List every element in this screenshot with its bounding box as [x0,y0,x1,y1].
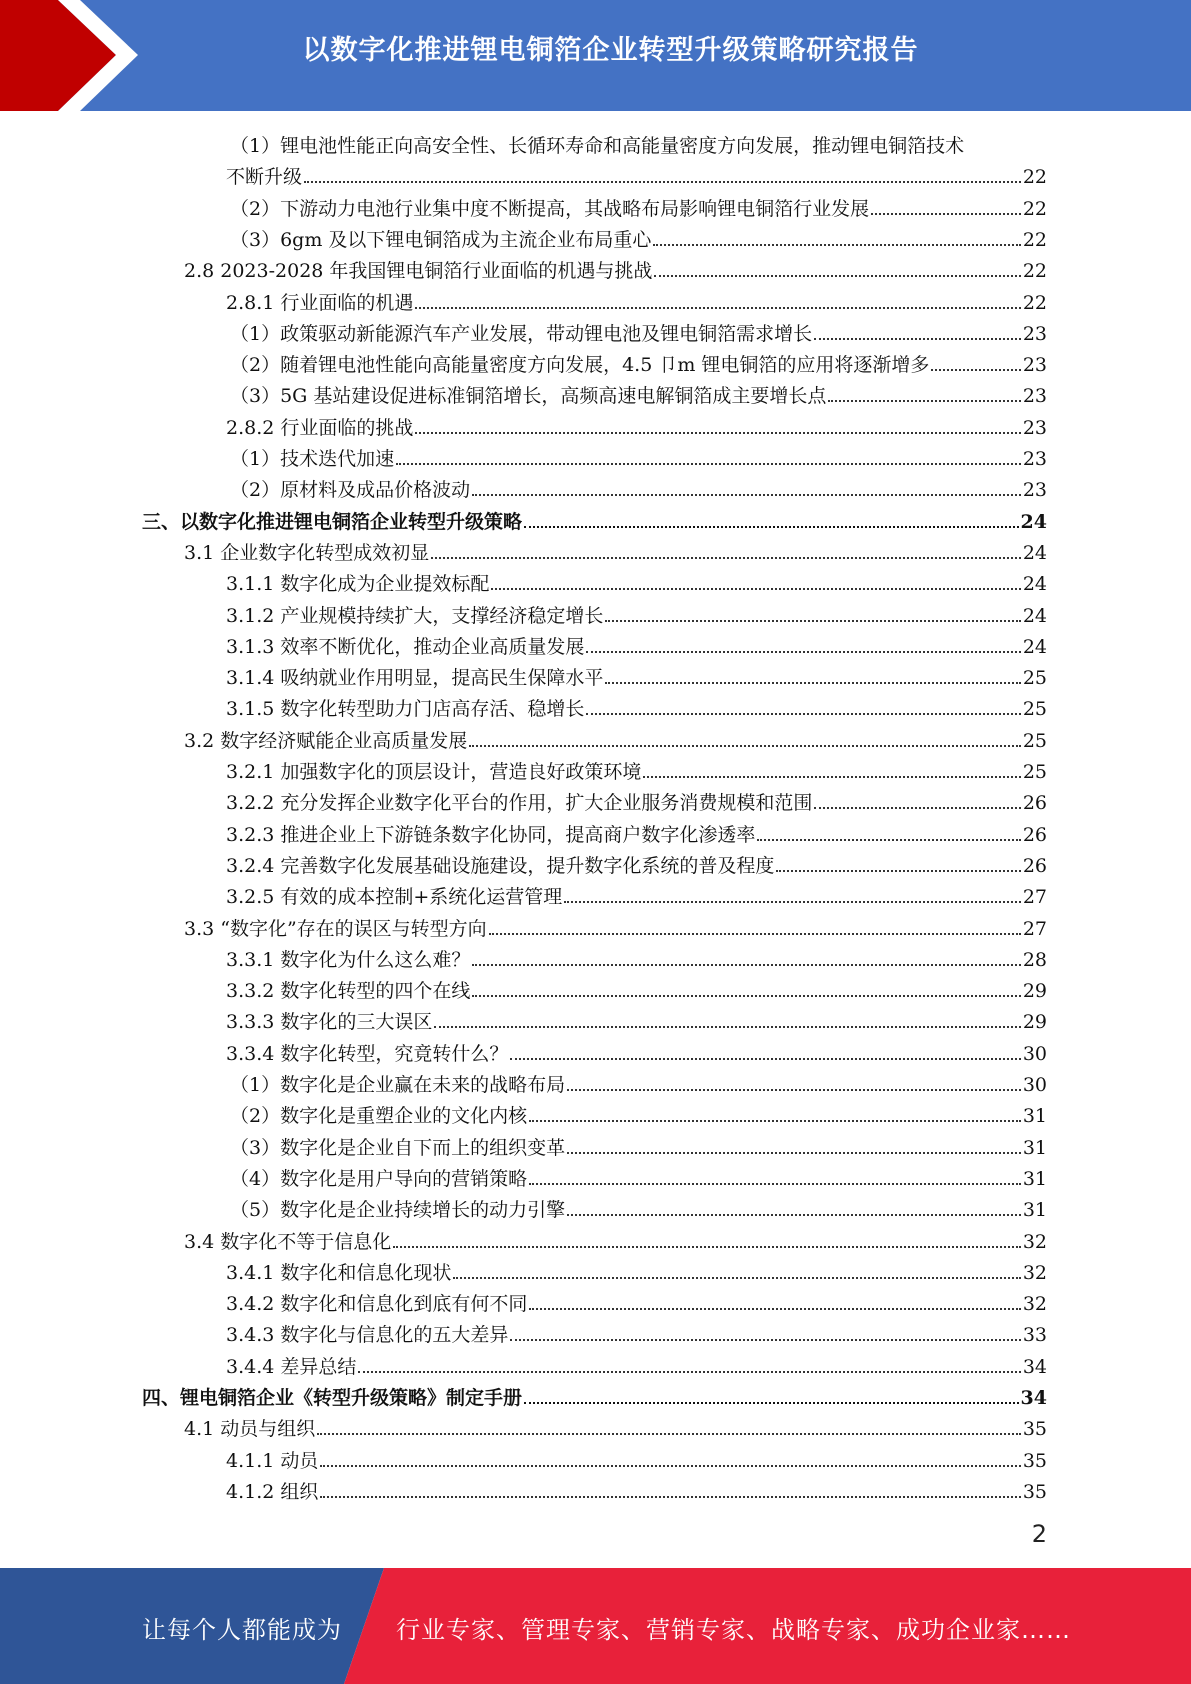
toc-leader-dots [434,1026,1020,1028]
toc-entry[interactable] [230,315,1047,346]
toc-entry[interactable] [226,1348,1047,1379]
toc-leader-dots [814,807,1020,809]
toc-leader-dots [491,588,1020,590]
toc-leader-dots [320,1465,1020,1467]
toc-entry-text: （1）锂电池性能正向高安全性、长循环寿命和高能量密度方向发展，推动锂电铜箔技术 [230,135,965,157]
toc-entry-text: （3）5G 基站建设促进标准铜箔增长，高频高速电解铜箔成主要增长点 [230,385,827,408]
toc-entry-text: （2）原材料及成品价格波动 [230,479,471,502]
toc-page-number: 22 [1022,291,1047,314]
toc-leader-dots [643,776,1020,778]
toc-entry-text: 4.1.2 组织 [226,1480,319,1503]
toc-entry-text: 3.1 企业数字化转型成效初显 [184,541,430,564]
toc-entry[interactable] [226,972,1047,1003]
toc-entry-text: 3.3.4 数字化转型，究竟转什么？ [226,1042,509,1065]
toc-entry-text: 3.4.2 数字化和信息化到底有何不同 [226,1293,528,1316]
toc-entry-text: 3.2.5 有效的成本控制+系统化运营管理 [226,886,563,909]
toc-page-number: 32 [1022,1261,1047,1284]
toc-page-number: 23 [1022,479,1047,502]
toc-entry-text: 3.3.3 数字化的三大误区 [226,1011,433,1034]
toc-entry-text: （1）技术迭代加速 [230,448,395,470]
toc-leader-dots [605,620,1020,622]
toc-leader-dots [489,933,1021,935]
toc-page-number: 35 [1022,1418,1047,1441]
toc-entry-text: 3.1.1 数字化成为企业提效标配 [226,573,490,596]
toc-leader-dots [524,526,1019,528]
toc-entry[interactable] [230,1129,1047,1160]
toc-leader-dots [415,432,1020,434]
toc-entry-text: 3.4 数字化不等于信息化 [184,1230,392,1253]
toc-leader-dots [472,964,1020,966]
toc-entry[interactable] [184,910,1047,941]
toc-page-number: 31 [1022,1105,1047,1128]
toc-entry[interactable] [230,190,1047,221]
toc-leader-dots [529,1183,1021,1185]
toc-entry[interactable] [230,1097,1047,1128]
toc-page-number: 27 [1022,917,1047,940]
toc-entry-text: 3.2.1 加强数字化的顶层设计，营造良好政策环境 [226,761,642,783]
toc-entry-text: （3）数字化是企业自下而上的组织变革 [230,1136,566,1159]
toc-leader-dots [358,1371,1020,1373]
toc-entry-text: 不断升级 [226,166,303,189]
toc-leader-dots [586,713,1020,715]
toc-entry-wrapped-line1[interactable] [230,127,964,158]
toc-entry-text: 3.1.2 产业规模持续扩大，支撑经济稳定增长 [226,604,604,627]
toc-page-number: 26 [1022,823,1047,846]
toc-page-number: 29 [1022,1011,1047,1034]
toc-page-number: 23 [1022,322,1047,345]
toc-page-number: 25 [1022,761,1047,783]
toc-leader-dots [776,870,1020,872]
toc-entry[interactable] [226,753,1047,784]
toc-entry[interactable] [226,628,1047,659]
toc-entry[interactable] [226,816,1047,847]
toc-leader-dots [931,369,1020,371]
page-header [0,0,1191,111]
toc-page-number: 33 [1022,1324,1047,1347]
toc-page-number: 22 [1022,260,1047,283]
toc-entry[interactable] [226,1316,1047,1347]
toc-page-number: 25 [1022,729,1047,752]
toc-entry[interactable] [226,1473,1047,1504]
toc-entry-wrapped-line2[interactable] [226,158,1047,189]
toc-page-number: 24 [1022,573,1047,596]
toc-entry[interactable] [226,878,1047,909]
toc-page-number: 25 [1022,667,1047,690]
toc-entry[interactable] [184,1410,1047,1441]
toc-page-number: 35 [1022,1480,1047,1503]
toc-page-number: 24 [1022,604,1047,627]
toc-page-number: 25 [1022,698,1047,721]
footer-slogan-left: 让每个人都能成为 [142,1616,342,1644]
toc-entry[interactable] [226,1035,1047,1066]
toc-entry-text: 三、以数字化推进锂电铜箔企业转型升级策略 [142,510,523,533]
toc-leader-dots [828,400,1020,402]
toc-leader-dots [567,1089,1021,1091]
toc-entry-text: 四、锂电铜箔企业《转型升级策略》制定手册 [142,1387,523,1409]
toc-leader-dots [472,995,1020,997]
toc-entry-text: 3.1.5 数字化转型助力门店高存活、稳增长 [226,698,585,721]
toc-leader-dots [605,682,1020,684]
toc-entry[interactable] [226,690,1047,721]
toc-entry[interactable] [230,377,1047,408]
toc-page-number: 32 [1022,1230,1047,1253]
toc-page-number: 26 [1022,792,1047,815]
page-number: 2 [1031,1520,1047,1548]
toc-leader-dots [396,463,1021,465]
toc-entry[interactable] [142,1379,1047,1410]
toc-entry[interactable] [230,221,1047,252]
toc-leader-dots [317,1433,1021,1435]
toc-entry-text: 3.3.2 数字化转型的四个在线 [226,980,471,1003]
toc-page-number: 29 [1022,980,1047,1003]
toc-entry-text: 3.2.4 完善数字化发展基础设施建设，提升数字化系统的普及程度 [226,854,775,877]
toc-leader-dots [320,1496,1020,1498]
toc-leader-dots [586,651,1020,653]
toc-entry[interactable] [226,284,1047,315]
toc-entry[interactable] [184,1223,1047,1254]
toc-page-number: 22 [1022,228,1047,251]
toc-leader-dots [524,1402,1019,1404]
toc-entry[interactable] [230,471,1047,502]
toc-leader-dots [453,1277,1020,1279]
toc-entry-text: 3.1.3 效率不断优化，推动企业高质量发展 [226,635,585,658]
toc-entry-text: （2）数字化是重塑企业的文化内核 [230,1105,528,1128]
toc-page-number: 35 [1022,1449,1047,1472]
toc-entry[interactable] [226,1442,1047,1473]
toc-leader-dots [510,1339,1020,1341]
toc-entry-text: 3.4.3 数字化与信息化的五大差异 [226,1324,509,1347]
toc-page-number: 32 [1022,1293,1047,1316]
toc-page-number: 26 [1022,854,1047,877]
toc-entry[interactable] [226,659,1047,690]
toc-leader-dots [564,901,1021,903]
page-footer [0,1568,1191,1684]
toc-page-number: 34 [1022,1355,1047,1378]
toc-page-number: 24 [1020,510,1047,533]
toc-entry[interactable] [184,252,1047,283]
toc-page-number: 23 [1022,416,1047,439]
toc-entry[interactable] [184,534,1047,565]
toc-entry-text: 3.3.1 数字化为什么这么难？ [226,948,471,971]
toc-page-number: 28 [1022,948,1047,971]
toc-page-number: 22 [1022,166,1047,189]
toc-entry-text: 2.8.2 行业面临的挑战 [226,416,414,439]
toc-entry[interactable] [226,1003,1047,1034]
toc-entry-text: 4.1.1 动员 [226,1449,319,1472]
toc-leader-dots [393,1246,1021,1248]
toc-entry-text: 3.2.3 推进企业上下游链条数字化协同，提高商户数字化渗透率 [226,823,756,846]
report-title: 以数字化推进锂电铜箔企业转型升级策略研究报告 [302,35,919,66]
toc-entry[interactable] [226,1285,1047,1316]
toc-leader-dots [871,213,1021,215]
toc-leader-dots [567,1214,1021,1216]
toc-page-number: 31 [1022,1136,1047,1159]
toc-entry[interactable] [142,503,1047,534]
toc-entry-text: 4.1 动员与组织 [184,1418,316,1441]
toc-entry-text: 3.1.4 吸纳就业作用明显，提高民生保障水平 [226,667,604,690]
toc-entry-text: （4）数字化是用户导向的营销策略 [230,1167,528,1190]
toc-entry-text: 3.2.2 充分发挥企业数字化平台的作用，扩大企业服务消费规模和范围 [226,792,813,815]
footer-slogan-right: 行业专家、管理专家、营销专家、战略专家、成功企业家…… [396,1616,1071,1644]
toc-entry[interactable] [230,1160,1047,1191]
toc-entry-text: 2.8.1 行业面临的机遇 [226,291,414,314]
toc-leader-dots [529,1120,1021,1122]
toc-entry[interactable] [230,440,1047,471]
toc-entry[interactable] [226,565,1047,596]
toc-page-number: 30 [1022,1042,1047,1065]
toc-entry[interactable] [226,784,1047,815]
toc-page-number: 31 [1022,1167,1047,1190]
toc-entry-text: （1）政策驱动新能源汽车产业发展，带动锂电池及锂电铜箔需求增长 [230,322,813,345]
toc-page-number: 23 [1022,354,1047,377]
toc-entry-text: （2）随着锂电池性能向高能量密度方向发展，4.5 卩m 锂电铜箔的应用将逐渐增多 [230,354,930,377]
toc-entry[interactable] [226,409,1047,440]
toc-entry-text: 3.2 数字经济赋能企业高质量发展 [184,729,468,752]
toc-page-number: 23 [1022,385,1047,408]
toc-leader-dots [757,839,1020,841]
toc-entry[interactable] [230,346,1047,377]
toc-leader-dots [304,181,1021,183]
toc-leader-dots [814,338,1021,340]
toc-leader-dots [472,494,1021,496]
toc-entry[interactable] [184,722,1047,753]
toc-page-number: 22 [1022,197,1047,220]
toc-entry-text: 3.4.1 数字化和信息化现状 [226,1261,452,1284]
toc-entry-text: 3.4.4 差异总结 [226,1355,357,1378]
toc-entry-text: （5）数字化是企业持续增长的动力引擎 [230,1199,566,1222]
toc-page-number: 24 [1022,541,1047,564]
toc-leader-dots [415,307,1020,309]
toc-page-number: 23 [1022,448,1047,470]
toc-entry-text: 3.3 “数字化”存在的误区与转型方向 [184,917,487,940]
toc-entry[interactable] [226,1254,1047,1285]
toc-leader-dots [529,1308,1020,1310]
toc-entry[interactable] [226,597,1047,628]
toc-entry[interactable] [230,1191,1047,1222]
toc-leader-dots [653,244,1020,246]
toc-entry[interactable] [226,847,1047,878]
toc-entry-text: （2）下游动力电池行业集中度不断提高，其战略布局影响锂电铜箔行业发展 [230,197,870,220]
toc-page-number: 30 [1022,1074,1047,1096]
toc-entry-text: （1）数字化是企业赢在未来的战略布局 [230,1074,566,1096]
toc-entry-text: 2.8 2023-2028 年我国锂电铜箔行业面临的机遇与挑战 [184,260,653,283]
toc-page-number: 34 [1020,1387,1047,1409]
toc-page-number: 31 [1022,1199,1047,1222]
toc-page-number: 24 [1022,635,1047,658]
toc-leader-dots [510,1058,1020,1060]
toc-leader-dots [567,1152,1021,1154]
toc-leader-dots [469,745,1021,747]
toc-leader-dots [654,275,1020,277]
toc-page-number: 27 [1022,886,1047,909]
toc-entry-text: （3）6gm 及以下锂电铜箔成为主流企业布局重心 [230,228,652,251]
toc-leader-dots [431,557,1021,559]
toc-entry[interactable] [230,1066,1047,1097]
toc-entry[interactable] [226,941,1047,972]
